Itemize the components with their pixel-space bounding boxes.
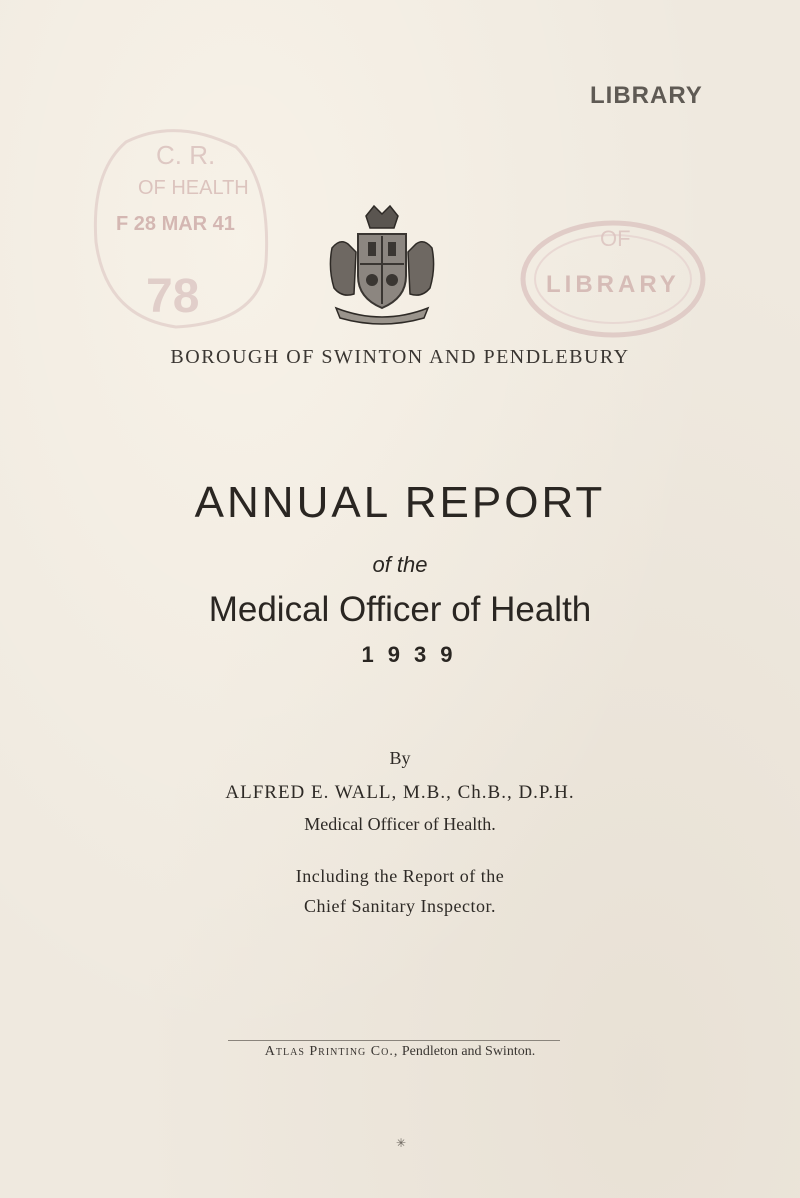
stamp-line-1: C. R.: [156, 140, 216, 170]
report-subject: Medical Officer of Health: [208, 590, 592, 629]
borough-coat-of-arms-icon: [318, 198, 446, 326]
borough-name: BOROUGH OF SWINTON AND PENDLEBURY: [170, 346, 630, 368]
author-name: ALFRED E. WALL, M.B., Ch.B., D.P.H.: [225, 782, 575, 803]
printer-name: Atlas Printing Co.,: [264, 1044, 399, 1059]
library-stamp-top: LIBRARY: [590, 82, 703, 109]
printer-imprint: [0, 1044, 800, 1060]
printer-place: Pendleton and Swinton.: [401, 1044, 536, 1059]
seal-text-main: LIBRARY: [546, 271, 680, 298]
stamp-line-2: OF HEALTH: [138, 177, 249, 199]
report-year: 1939: [361, 642, 467, 667]
report-title: ANNUAL REPORT: [194, 478, 606, 527]
report-title-connector: of the: [372, 552, 428, 577]
received-stamp: [86, 122, 286, 332]
printer-rule: [228, 1040, 560, 1041]
inclusion-line-2: Chief Sanitary Inspector.: [304, 896, 496, 916]
seal-text-top: OF: [600, 226, 631, 251]
library-seal-stamp: [508, 214, 708, 354]
stamp-line-4: 78: [146, 270, 200, 323]
stamp-line-3: F 28 MAR 41: [116, 213, 235, 235]
author-role: Medical Officer of Health.: [304, 814, 496, 834]
page-mark: ✳: [396, 1136, 407, 1150]
author-by: By: [389, 748, 411, 768]
inclusion-line-1: Including the Report of the: [295, 866, 505, 886]
